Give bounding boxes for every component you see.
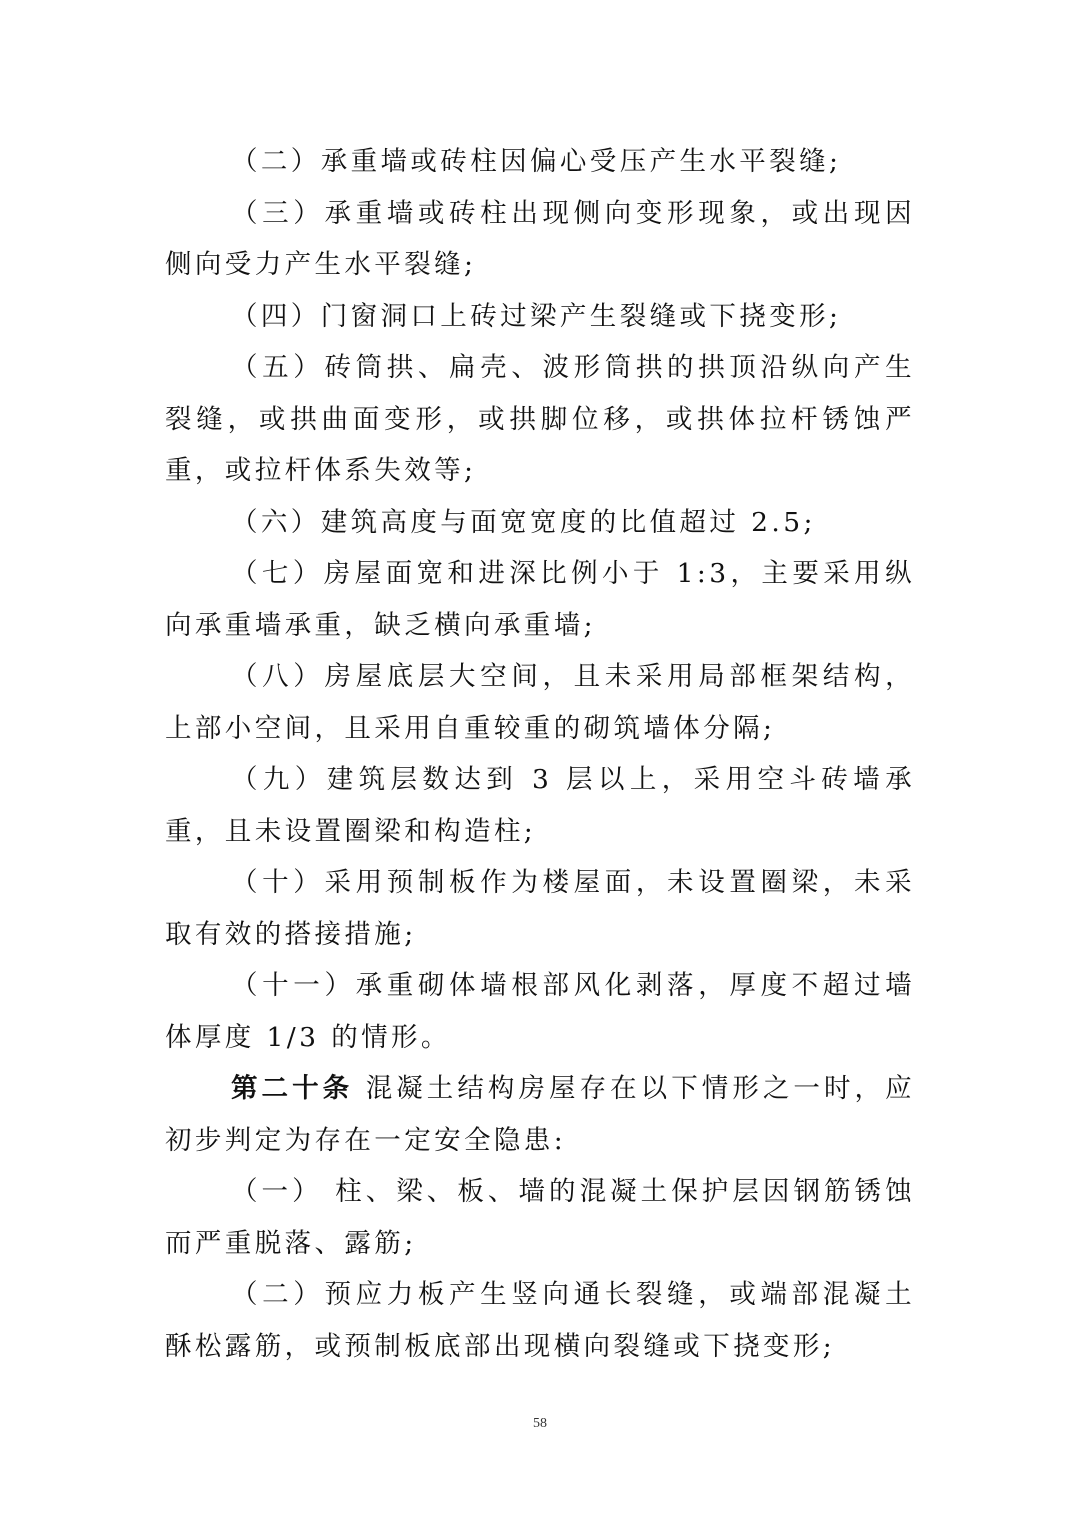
article-heading: 第二十条	[231, 1073, 354, 1104]
paragraph-item-7: （七）房屋面宽和进深比例小于 1:3，主要采用纵向承重墙承重，缺乏横向承重墙;	[165, 558, 915, 641]
page-number: 58	[533, 1416, 547, 1431]
paragraph-item-9: （九）建筑层数达到 3 层以上，采用空斗砖墙承重，且未设置圈梁和构造柱;	[165, 764, 915, 847]
paragraph-item-8: （八）房屋底层大空间，且未采用局部框架结构，上部小空间，且采用自重较重的砌筑墙体分隔;	[165, 661, 915, 744]
paragraph-item-4: （四）门窗洞口上砖过梁产生裂缝或下挠变形;	[231, 300, 842, 332]
paragraph-item-11: （十一）承重砌体墙根部风化剥落，厚度不超过墙体厚度 1/3 的情形。	[165, 970, 915, 1053]
paragraph-item-6: （六）建筑高度与面宽宽度的比值超过 2.5;	[231, 506, 816, 538]
paragraph-item-3: （三）承重墙或砖柱出现侧向变形现象，或出现因侧向受力产生水平裂缝;	[165, 197, 915, 280]
paragraph-item-after-1: （一） 柱、梁、板、墙的混凝土保护层因钢筋锈蚀而严重脱落、露筋;	[165, 1176, 915, 1259]
paragraph-item-after-2: （二）预应力板产生竖向通长裂缝，或端部混凝土酥松露筋，或预制板底部出现横向裂缝或下挠变形;	[165, 1279, 915, 1362]
article-text: 混凝土结构房屋存在以下情形之一时，应初步判定为存在一定安全隐患:	[165, 1073, 915, 1156]
article-20-paragraph	[165, 1063, 915, 1166]
paragraph-item-5: （五）砖筒拱、扁壳、波形筒拱的拱顶沿纵向产生裂缝，或拱曲面变形，或拱脚位移，或拱体拉杆锈蚀严重，或拉杆体系失效等;	[165, 352, 915, 486]
document-body	[165, 136, 915, 1372]
paragraph-item-10: （十）采用预制板作为楼屋面，未设置圈梁，未采取有效的搭接措施;	[165, 867, 915, 950]
paragraph-item-2: （二）承重墙或砖柱因偏心受压产生水平裂缝;	[231, 146, 842, 177]
